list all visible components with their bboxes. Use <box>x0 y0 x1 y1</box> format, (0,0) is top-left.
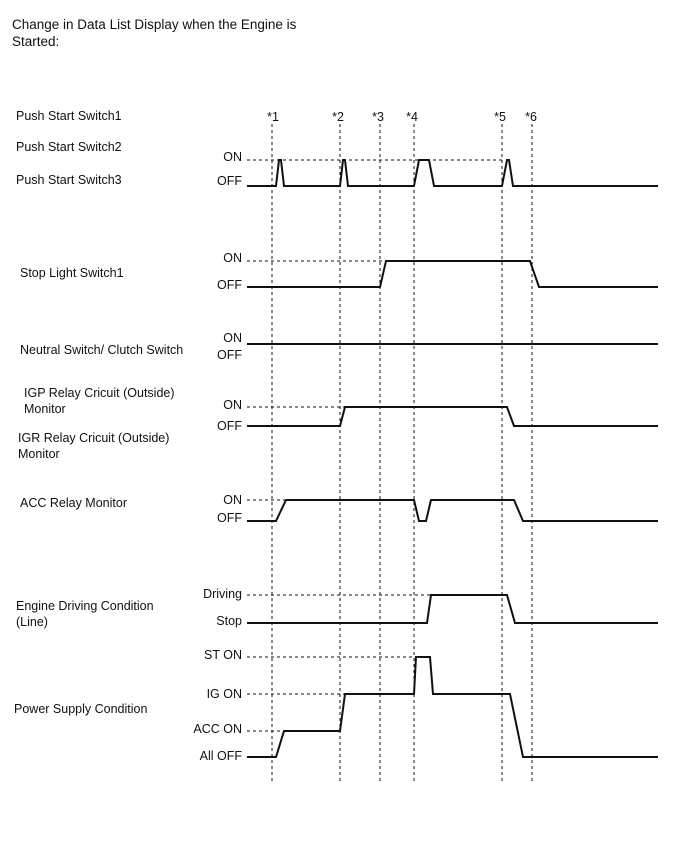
level-on-neutral: ON <box>223 331 242 345</box>
level-on-stop-light: ON <box>223 251 242 265</box>
label-push-start-switch-3: Push Start Switch3 <box>16 173 122 187</box>
label-engine-driving-line1: Engine Driving Condition <box>16 599 154 613</box>
level-off-neutral: OFF <box>217 348 242 362</box>
label-igr-relay-line2: Monitor <box>18 447 60 461</box>
label-push-start-switch-2: Push Start Switch2 <box>16 140 122 154</box>
wave-push-start-switch <box>247 160 658 186</box>
level-on-push: ON <box>223 150 242 164</box>
label-acc-relay: ACC Relay Monitor <box>20 496 127 510</box>
label-igp-relay-line2: Monitor <box>24 402 66 416</box>
wave-stop-light-switch <box>247 261 658 287</box>
waveforms <box>247 160 658 757</box>
level-off-stop-light: OFF <box>217 278 242 292</box>
marker-guides <box>272 124 532 782</box>
label-stop-light-switch-1: Stop Light Switch1 <box>20 266 124 280</box>
wave-power-supply <box>247 657 658 757</box>
label-neutral-switch: Neutral Switch/ Clutch Switch <box>20 343 184 357</box>
marker-6: *6 <box>525 110 537 124</box>
level-off-acc: OFF <box>217 511 242 525</box>
level-driving: Driving <box>203 587 242 601</box>
label-power-supply: Power Supply Condition <box>14 702 148 716</box>
label-engine-driving-line2: (Line) <box>16 615 48 629</box>
label-push-start-switch-1: Push Start Switch1 <box>16 109 122 123</box>
level-acc-on: ACC ON <box>193 722 242 736</box>
level-stop: Stop <box>216 614 242 628</box>
level-ig-on: IG ON <box>206 687 242 701</box>
level-on-relay: ON <box>223 398 242 412</box>
wave-engine-driving <box>247 595 658 623</box>
marker-4: *4 <box>406 110 418 124</box>
level-st-on: ST ON <box>204 648 242 662</box>
marker-2: *2 <box>332 110 344 124</box>
level-all-off: All OFF <box>199 749 242 763</box>
marker-1: *1 <box>267 110 279 124</box>
wave-relay-monitor <box>247 407 658 426</box>
marker-5: *5 <box>494 110 506 124</box>
marker-3: *3 <box>372 110 384 124</box>
label-igp-relay-line1: IGP Relay Cricuit (Outside) <box>24 386 175 400</box>
diagram-title: Change in Data List Display when the Engine is Started: <box>12 17 297 49</box>
level-off-push: OFF <box>217 174 242 188</box>
level-on-acc: ON <box>223 493 242 507</box>
label-igr-relay-line1: IGR Relay Cricuit (Outside) <box>18 431 170 445</box>
level-off-relay: OFF <box>217 419 242 433</box>
wave-acc-relay <box>247 500 658 521</box>
level-guides <box>247 160 502 731</box>
